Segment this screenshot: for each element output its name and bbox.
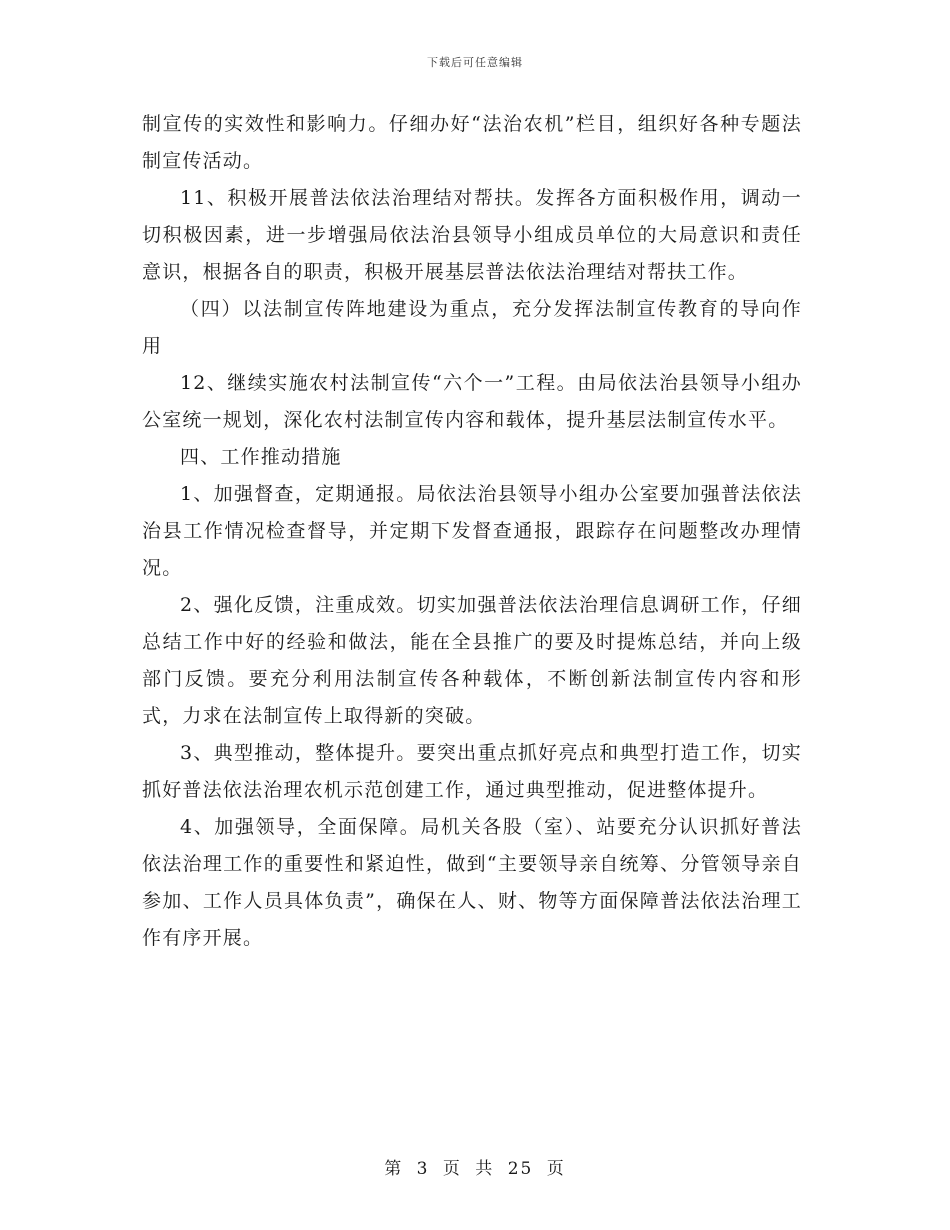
header-note: 下载后可任意编辑 [427,56,523,69]
paragraph-6: 3、典型推动，整体提升。要突出重点抓好亮点和典型打造工作，切实抓好普法依法治理农机示范创建工作，通过典型推动，促进整体提升。 [142,742,802,801]
footer-prefix: 第 [384,1159,404,1179]
section-heading-measures: 四、工作推动措施 [180,446,342,468]
paragraph-4: 1、加强督查，定期通报。局依法治县领导小组办公室要加强普法依法治县工作情况检查督导，并定期下发督查通报，跟踪存在问题整改办理情况。 [142,483,802,579]
document-body [142,106,802,957]
footer-middle: 页 共 [442,1159,495,1179]
current-page-number: 3 [416,1159,430,1179]
paragraph-7: 4、加强领导，全面保障。局机关各股（室）、站要充分认识抓好普法依法治理工作的重要性和紧迫性，做到“主要领导亲自统筹、分管领导亲自参加、工作人员具体负责”，确保在人、财、物等方面保障普法依法治理工作有序开展。 [142,816,802,949]
paragraph-5: 2、强化反馈，注重成效。切实加强普法依法治理信息调研工作，仔细总结工作中好的经验和做法，能在全县推广的要及时提炼总结，并向上级部门反馈。要充分利用法制宣传各种载体，不断创新法制宣传内容和形式，力求在法制宣传上取得新的突破。 [142,594,802,727]
page-footer [0,1154,950,1179]
section-heading-4: （四）以法制宣传阵地建设为重点，充分发挥法制宣传教育的导向作用 [142,298,802,357]
paragraph-2: 11、积极开展普法依法治理结对帮扶。发挥各方面积极作用，调动一切积极因素，进一步增强局依法治县领导小组成员单位的大局意识和责任意识，根据各自的职责，积极开展基层普法依法治理结对帮扶工作。 [142,187,802,283]
total-page-count: 25 [507,1159,534,1179]
paragraph-3: 12、继续实施农村法制宣传“六个一”工程。由局依法治县领导小组办公室统一规划，深化农村法制宣传内容和载体，提升基层法制宣传水平。 [142,372,802,431]
paragraph-1: 制宣传的实效性和影响力。仔细办好“法治农机”栏目，组织好各种专题法制宣传活动。 [142,113,802,172]
footer-suffix: 页 [546,1159,566,1179]
